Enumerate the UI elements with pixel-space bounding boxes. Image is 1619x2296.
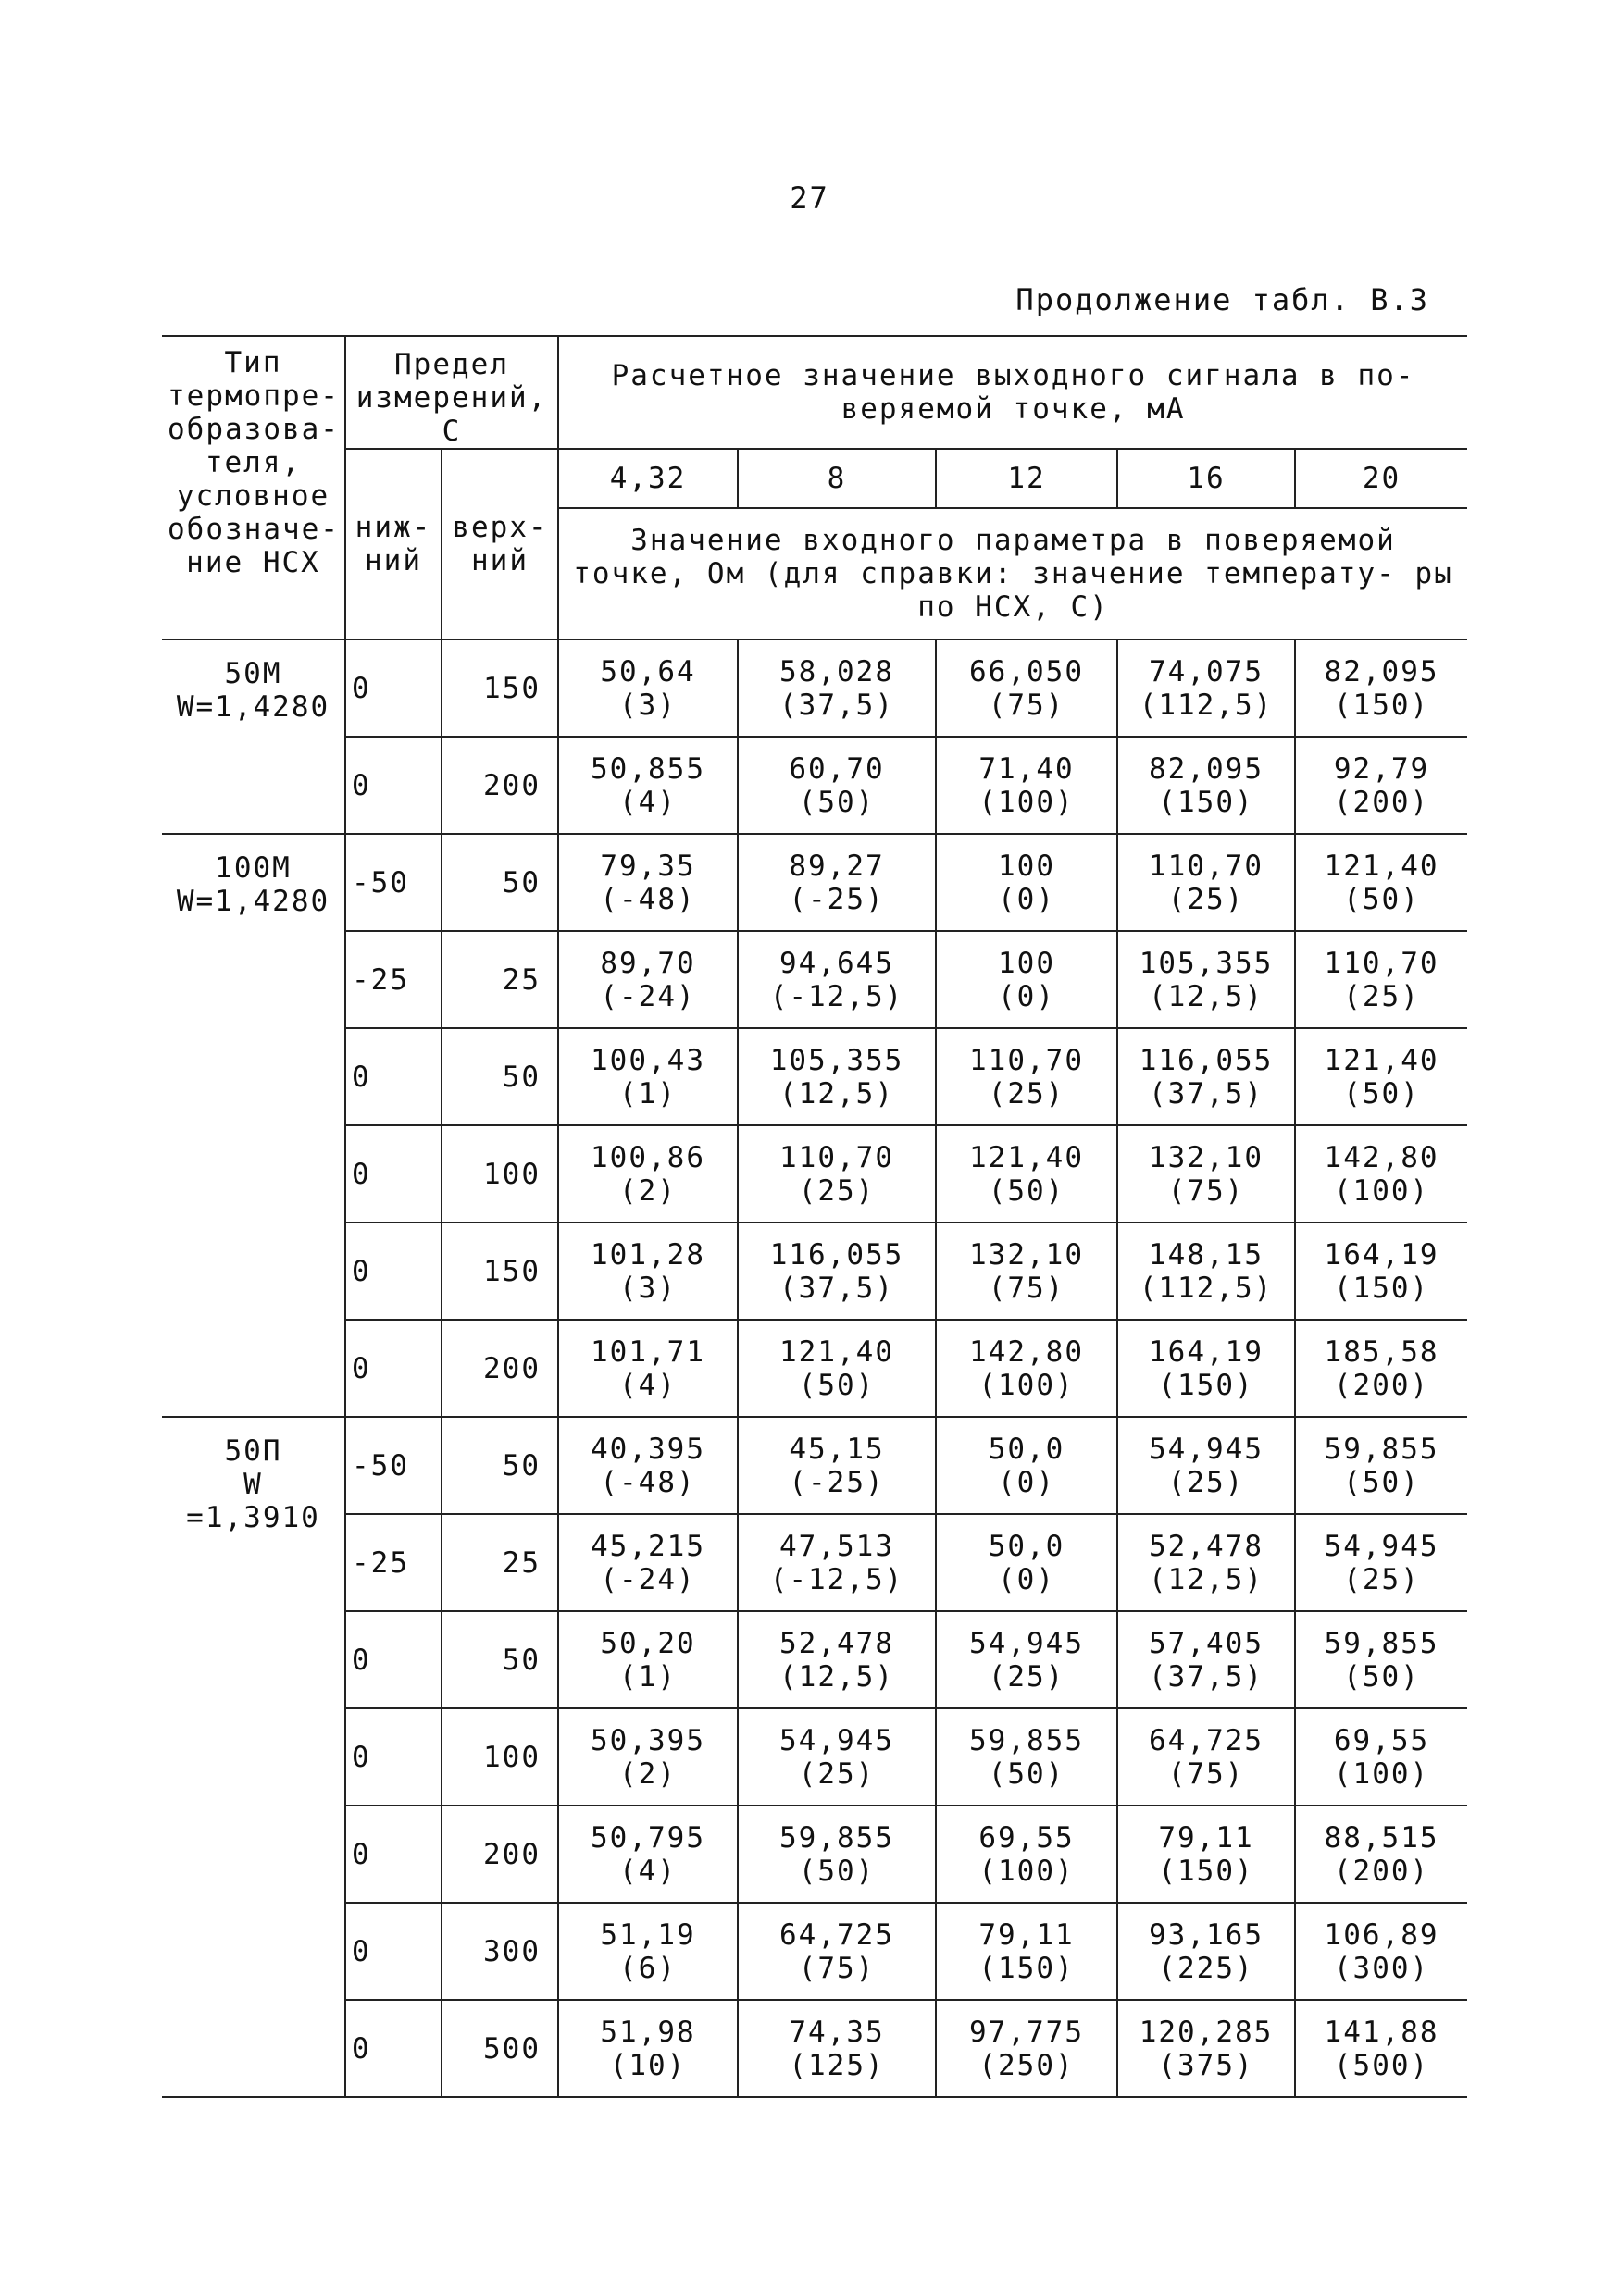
temperature-value: (50) xyxy=(988,1173,1065,1208)
temperature-value: (3) xyxy=(619,1271,678,1305)
value-cell xyxy=(558,737,738,834)
value-cell xyxy=(738,1028,936,1125)
value-cell xyxy=(558,1806,738,1903)
range-high: 300 xyxy=(442,1903,558,2000)
value-cell xyxy=(1117,931,1295,1028)
temperature-value: (37,5) xyxy=(779,688,894,722)
sensor-type-line: 50M xyxy=(224,657,282,690)
table-row xyxy=(162,2000,1467,2097)
value-cell xyxy=(738,1320,936,1417)
resistance-value: 40,395 xyxy=(591,1432,705,1466)
value-cell xyxy=(1295,639,1467,737)
value-cell xyxy=(1117,1708,1295,1806)
temperature-value: (-48) xyxy=(600,882,696,916)
value-cell xyxy=(1295,1806,1467,1903)
temperature-value: (-24) xyxy=(600,1562,696,1596)
value-cell xyxy=(1117,639,1295,737)
temperature-value: (-12,5) xyxy=(769,1562,904,1596)
resistance-value: 47,513 xyxy=(779,1529,894,1563)
temperature-value: (0) xyxy=(998,1562,1056,1596)
resistance-value: 82,095 xyxy=(1149,751,1264,786)
resistance-value: 94,645 xyxy=(779,946,894,980)
page-number: 27 xyxy=(790,180,829,216)
value-cell xyxy=(738,639,936,737)
value-cell xyxy=(558,834,738,931)
table-row xyxy=(162,639,1467,737)
resistance-value: 64,725 xyxy=(779,1917,894,1952)
resistance-value: 89,70 xyxy=(600,946,696,980)
value-cell xyxy=(1117,1125,1295,1222)
resistance-value: 101,71 xyxy=(591,1334,705,1369)
resistance-value: 97,775 xyxy=(969,2015,1084,2049)
range-high: 50 xyxy=(442,834,558,931)
value-cell xyxy=(738,737,936,834)
value-cell xyxy=(936,834,1117,931)
value-cell xyxy=(558,1028,738,1125)
temperature-value: (75) xyxy=(798,1951,876,1985)
temperature-value: (37,5) xyxy=(1149,1076,1264,1111)
resistance-value: 74,35 xyxy=(789,2015,885,2049)
table-row xyxy=(162,1514,1467,1611)
temperature-value: (12,5) xyxy=(779,1076,894,1111)
value-cell xyxy=(558,931,738,1028)
range-low: 0 xyxy=(345,2000,442,2097)
resistance-value: 106,89 xyxy=(1324,1917,1439,1952)
value-cell xyxy=(738,1125,936,1222)
temperature-value: (50) xyxy=(1343,1465,1420,1499)
value-cell xyxy=(936,2000,1117,2097)
header-range-high: верх- ний xyxy=(442,449,558,639)
temperature-value: (100) xyxy=(1333,1173,1430,1208)
resistance-value: 88,515 xyxy=(1324,1820,1439,1855)
resistance-value: 50,395 xyxy=(591,1723,705,1757)
header-current-2: 8 xyxy=(738,449,936,508)
temperature-value: (100) xyxy=(978,1854,1075,1888)
range-low: -50 xyxy=(345,1417,442,1514)
value-cell xyxy=(738,1514,936,1611)
range-high: 100 xyxy=(442,1708,558,1806)
value-cell xyxy=(1295,931,1467,1028)
resistance-value: 89,27 xyxy=(789,849,885,883)
header-range-low: ниж- ний xyxy=(345,449,442,639)
range-high: 50 xyxy=(442,1611,558,1708)
value-cell xyxy=(1295,1320,1467,1417)
table-row xyxy=(162,1417,1467,1514)
value-cell xyxy=(1295,2000,1467,2097)
temperature-value: (500) xyxy=(1333,2048,1430,2082)
value-cell xyxy=(738,1222,936,1320)
temperature-value: (12,5) xyxy=(1149,1562,1264,1596)
range-low: -25 xyxy=(345,931,442,1028)
resistance-value: 92,79 xyxy=(1333,751,1430,786)
header-current-5: 20 xyxy=(1295,449,1467,508)
resistance-value: 120,285 xyxy=(1139,2015,1274,2049)
resistance-value: 110,70 xyxy=(969,1043,1084,1077)
sensor-type-line: W=1,4280 xyxy=(176,885,330,918)
sensor-type-line: W =1,3910 xyxy=(186,1468,320,1534)
resistance-value: 79,35 xyxy=(600,849,696,883)
value-cell xyxy=(936,1417,1117,1514)
resistance-value: 59,855 xyxy=(1324,1626,1439,1660)
temperature-value: (200) xyxy=(1333,1368,1430,1402)
value-cell xyxy=(558,1708,738,1806)
table-row xyxy=(162,1222,1467,1320)
resistance-value: 121,40 xyxy=(779,1334,894,1369)
resistance-value: 74,075 xyxy=(1149,654,1264,689)
value-cell xyxy=(738,1903,936,2000)
temperature-value: (75) xyxy=(988,688,1065,722)
value-cell xyxy=(558,639,738,737)
value-cell xyxy=(1117,1028,1295,1125)
value-cell xyxy=(738,1417,936,1514)
temperature-value: (50) xyxy=(1343,1076,1420,1111)
value-cell xyxy=(558,1903,738,2000)
temperature-value: (75) xyxy=(988,1271,1065,1305)
resistance-value: 100 xyxy=(998,946,1056,980)
range-high: 200 xyxy=(442,1320,558,1417)
resistance-value: 59,855 xyxy=(969,1723,1084,1757)
temperature-value: (112,5) xyxy=(1139,1271,1274,1305)
temperature-value: (37,5) xyxy=(779,1271,894,1305)
temperature-value: (25) xyxy=(1343,1562,1420,1596)
temperature-value: (50) xyxy=(798,785,876,819)
temperature-value: (125) xyxy=(789,2048,885,2082)
temperature-value: (1) xyxy=(619,1076,678,1111)
temperature-value: (-48) xyxy=(600,1465,696,1499)
table-row xyxy=(162,1708,1467,1806)
resistance-value: 132,10 xyxy=(969,1237,1084,1272)
temperature-value: (50) xyxy=(988,1756,1065,1791)
range-low: 0 xyxy=(345,1222,442,1320)
temperature-value: (0) xyxy=(998,979,1056,1013)
resistance-value: 121,40 xyxy=(1324,849,1439,883)
value-cell xyxy=(1295,834,1467,931)
temperature-value: (200) xyxy=(1333,1854,1430,1888)
temperature-value: (-25) xyxy=(789,1465,885,1499)
resistance-value: 54,945 xyxy=(779,1723,894,1757)
value-cell xyxy=(558,1125,738,1222)
resistance-value: 185,58 xyxy=(1324,1334,1439,1369)
header-output-title: Расчетное значение выходного сигнала в по- веряемой точке, мА xyxy=(558,336,1467,449)
value-cell xyxy=(936,1222,1117,1320)
range-low: 0 xyxy=(345,1028,442,1125)
value-cell xyxy=(558,1514,738,1611)
table-row xyxy=(162,737,1467,834)
header-current-1: 4,32 xyxy=(558,449,738,508)
range-low: 0 xyxy=(345,737,442,834)
table-row xyxy=(162,1903,1467,2000)
temperature-value: (-25) xyxy=(789,882,885,916)
sensor-type-line: W=1,4280 xyxy=(176,690,330,724)
value-cell xyxy=(1117,1514,1295,1611)
resistance-value: 52,478 xyxy=(779,1626,894,1660)
temperature-value: (50) xyxy=(798,1368,876,1402)
resistance-value: 50,0 xyxy=(988,1529,1065,1563)
header-input-title: Значение входного параметра в поверяемой точке, Ом (для справки: значение температу- ры по НСХ, С) xyxy=(558,508,1467,639)
resistance-value: 69,55 xyxy=(978,1820,1075,1855)
value-cell xyxy=(936,1028,1117,1125)
value-cell xyxy=(1295,1028,1467,1125)
value-cell xyxy=(936,1125,1117,1222)
resistance-value: 71,40 xyxy=(978,751,1075,786)
temperature-value: (37,5) xyxy=(1149,1659,1264,1694)
value-cell xyxy=(1117,1806,1295,1903)
temperature-value: (25) xyxy=(988,1659,1065,1694)
resistance-value: 50,0 xyxy=(988,1432,1065,1466)
range-high: 500 xyxy=(442,2000,558,2097)
range-low: -25 xyxy=(345,1514,442,1611)
resistance-value: 148,15 xyxy=(1149,1237,1264,1272)
value-cell xyxy=(1117,1611,1295,1708)
range-high: 50 xyxy=(442,1417,558,1514)
temperature-value: (75) xyxy=(1167,1756,1245,1791)
table-row xyxy=(162,931,1467,1028)
value-cell xyxy=(558,1320,738,1417)
value-cell xyxy=(1295,1417,1467,1514)
temperature-value: (12,5) xyxy=(1149,979,1264,1013)
value-cell xyxy=(738,834,936,931)
temperature-value: (0) xyxy=(998,1465,1056,1499)
resistance-value: 51,19 xyxy=(600,1917,696,1952)
resistance-value: 116,055 xyxy=(1139,1043,1274,1077)
resistance-value: 59,855 xyxy=(779,1820,894,1855)
value-cell xyxy=(558,1222,738,1320)
resistance-value: 57,405 xyxy=(1149,1626,1264,1660)
temperature-value: (100) xyxy=(1333,1756,1430,1791)
resistance-value: 121,40 xyxy=(969,1140,1084,1174)
resistance-value: 110,70 xyxy=(1324,946,1439,980)
sensor-type xyxy=(162,834,345,1417)
temperature-value: (2) xyxy=(619,1756,678,1791)
temperature-value: (25) xyxy=(988,1076,1065,1111)
temperature-value: (4) xyxy=(619,1854,678,1888)
range-high: 50 xyxy=(442,1028,558,1125)
resistance-value: 50,795 xyxy=(591,1820,705,1855)
resistance-value: 54,945 xyxy=(969,1626,1084,1660)
value-cell xyxy=(1295,1514,1467,1611)
table-caption: Продолжение табл. В.3 xyxy=(1015,282,1429,317)
sensor-type xyxy=(162,1417,345,2097)
temperature-value: (2) xyxy=(619,1173,678,1208)
temperature-value: (150) xyxy=(1158,1368,1254,1402)
value-cell xyxy=(1295,1708,1467,1806)
resistance-value: 51,98 xyxy=(600,2015,696,2049)
temperature-value: (50) xyxy=(1343,1659,1420,1694)
range-low: -50 xyxy=(345,834,442,931)
resistance-value: 66,050 xyxy=(969,654,1084,689)
range-low: 0 xyxy=(345,1903,442,2000)
value-cell xyxy=(558,2000,738,2097)
resistance-value: 101,28 xyxy=(591,1237,705,1272)
sensor-type xyxy=(162,639,345,834)
temperature-value: (100) xyxy=(978,785,1075,819)
resistance-value: 54,945 xyxy=(1149,1432,1264,1466)
resistance-value: 54,945 xyxy=(1324,1529,1439,1563)
resistance-value: 142,80 xyxy=(1324,1140,1439,1174)
resistance-value: 52,478 xyxy=(1149,1529,1264,1563)
temperature-value: (25) xyxy=(1167,882,1245,916)
value-cell xyxy=(1117,2000,1295,2097)
temperature-value: (112,5) xyxy=(1139,688,1274,722)
temperature-value: (225) xyxy=(1158,1951,1254,1985)
temperature-value: (4) xyxy=(619,785,678,819)
value-cell xyxy=(1117,737,1295,834)
temperature-value: (150) xyxy=(1333,1271,1430,1305)
resistance-value: 142,80 xyxy=(969,1334,1084,1369)
value-cell xyxy=(1295,1125,1467,1222)
resistance-value: 132,10 xyxy=(1149,1140,1264,1174)
range-high: 200 xyxy=(442,737,558,834)
resistance-value: 110,70 xyxy=(1149,849,1264,883)
header-current-3: 12 xyxy=(936,449,1117,508)
range-low: 0 xyxy=(345,1611,442,1708)
temperature-value: (50) xyxy=(798,1854,876,1888)
value-cell xyxy=(738,2000,936,2097)
temperature-value: (-24) xyxy=(600,979,696,1013)
resistance-value: 69,55 xyxy=(1333,1723,1430,1757)
resistance-value: 105,355 xyxy=(1139,946,1274,980)
temperature-value: (150) xyxy=(1158,785,1254,819)
value-cell xyxy=(936,1806,1117,1903)
resistance-value: 45,15 xyxy=(789,1432,885,1466)
range-high: 25 xyxy=(442,1514,558,1611)
temperature-value: (0) xyxy=(998,882,1056,916)
resistance-value: 100,86 xyxy=(591,1140,705,1174)
temperature-value: (50) xyxy=(1343,882,1420,916)
value-cell xyxy=(1295,1903,1467,2000)
resistance-value: 93,165 xyxy=(1149,1917,1264,1952)
temperature-value: (6) xyxy=(619,1951,678,1985)
value-cell xyxy=(1117,1417,1295,1514)
sensor-type-line: 100M xyxy=(215,851,292,885)
resistance-value: 50,64 xyxy=(600,654,696,689)
temperature-value: (250) xyxy=(978,2048,1075,2082)
resistance-value: 110,70 xyxy=(779,1140,894,1174)
temperature-value: (200) xyxy=(1333,785,1430,819)
temperature-value: (75) xyxy=(1167,1173,1245,1208)
header-current-4: 16 xyxy=(1117,449,1295,508)
value-cell xyxy=(1295,737,1467,834)
resistance-value: 79,11 xyxy=(978,1917,1075,1952)
range-high: 200 xyxy=(442,1806,558,1903)
header-range: Предел измерений, С xyxy=(345,336,558,449)
range-low: 0 xyxy=(345,1125,442,1222)
sensor-type-line: 50П xyxy=(224,1434,282,1468)
range-low: 0 xyxy=(345,1320,442,1417)
temperature-value: (25) xyxy=(1167,1465,1245,1499)
value-cell xyxy=(738,931,936,1028)
value-cell xyxy=(558,1611,738,1708)
resistance-value: 116,055 xyxy=(769,1237,904,1272)
resistance-value: 79,11 xyxy=(1158,1820,1254,1855)
range-high: 150 xyxy=(442,639,558,737)
table-row xyxy=(162,1125,1467,1222)
temperature-value: (375) xyxy=(1158,2048,1254,2082)
header-type: Тип термопре- образова- теля, условное обозначе- ние НСХ xyxy=(162,336,345,639)
temperature-value: (150) xyxy=(1158,1854,1254,1888)
calibration-table xyxy=(162,335,1467,2098)
value-cell xyxy=(558,1417,738,1514)
range-high: 150 xyxy=(442,1222,558,1320)
temperature-value: (10) xyxy=(609,2048,687,2082)
value-cell xyxy=(936,1708,1117,1806)
table-row xyxy=(162,1028,1467,1125)
value-cell xyxy=(1295,1611,1467,1708)
value-cell xyxy=(936,1320,1117,1417)
temperature-value: (150) xyxy=(1333,688,1430,722)
resistance-value: 105,355 xyxy=(769,1043,904,1077)
temperature-value: (4) xyxy=(619,1368,678,1402)
resistance-value: 64,725 xyxy=(1149,1723,1264,1757)
temperature-value: (150) xyxy=(978,1951,1075,1985)
range-high: 100 xyxy=(442,1125,558,1222)
table-row xyxy=(162,1320,1467,1417)
temperature-value: (25) xyxy=(798,1173,876,1208)
resistance-value: 164,19 xyxy=(1149,1334,1264,1369)
table-row xyxy=(162,1611,1467,1708)
value-cell xyxy=(738,1611,936,1708)
value-cell xyxy=(1117,834,1295,931)
resistance-value: 82,095 xyxy=(1324,654,1439,689)
table-row xyxy=(162,1806,1467,1903)
temperature-value: (25) xyxy=(1343,979,1420,1013)
table-row xyxy=(162,834,1467,931)
temperature-value: (1) xyxy=(619,1659,678,1694)
temperature-value: (12,5) xyxy=(779,1659,894,1694)
range-high: 25 xyxy=(442,931,558,1028)
value-cell xyxy=(936,1514,1117,1611)
value-cell xyxy=(936,1903,1117,2000)
value-cell xyxy=(1117,1903,1295,2000)
value-cell xyxy=(738,1708,936,1806)
resistance-value: 50,855 xyxy=(591,751,705,786)
value-cell xyxy=(1117,1222,1295,1320)
temperature-value: (300) xyxy=(1333,1951,1430,1985)
temperature-value: (3) xyxy=(619,688,678,722)
temperature-value: (25) xyxy=(798,1756,876,1791)
temperature-value: (-12,5) xyxy=(769,979,904,1013)
resistance-value: 164,19 xyxy=(1324,1237,1439,1272)
resistance-value: 58,028 xyxy=(779,654,894,689)
resistance-value: 45,215 xyxy=(591,1529,705,1563)
range-low: 0 xyxy=(345,1708,442,1806)
temperature-value: (100) xyxy=(978,1368,1075,1402)
resistance-value: 59,855 xyxy=(1324,1432,1439,1466)
resistance-value: 100 xyxy=(998,849,1056,883)
resistance-value: 50,20 xyxy=(600,1626,696,1660)
resistance-value: 60,70 xyxy=(789,751,885,786)
range-low: 0 xyxy=(345,639,442,737)
value-cell xyxy=(936,737,1117,834)
value-cell xyxy=(738,1806,936,1903)
value-cell xyxy=(1295,1222,1467,1320)
value-cell xyxy=(936,1611,1117,1708)
value-cell xyxy=(936,639,1117,737)
resistance-value: 121,40 xyxy=(1324,1043,1439,1077)
resistance-value: 100,43 xyxy=(591,1043,705,1077)
value-cell xyxy=(1117,1320,1295,1417)
resistance-value: 141,88 xyxy=(1324,2015,1439,2049)
range-low: 0 xyxy=(345,1806,442,1903)
value-cell xyxy=(936,931,1117,1028)
